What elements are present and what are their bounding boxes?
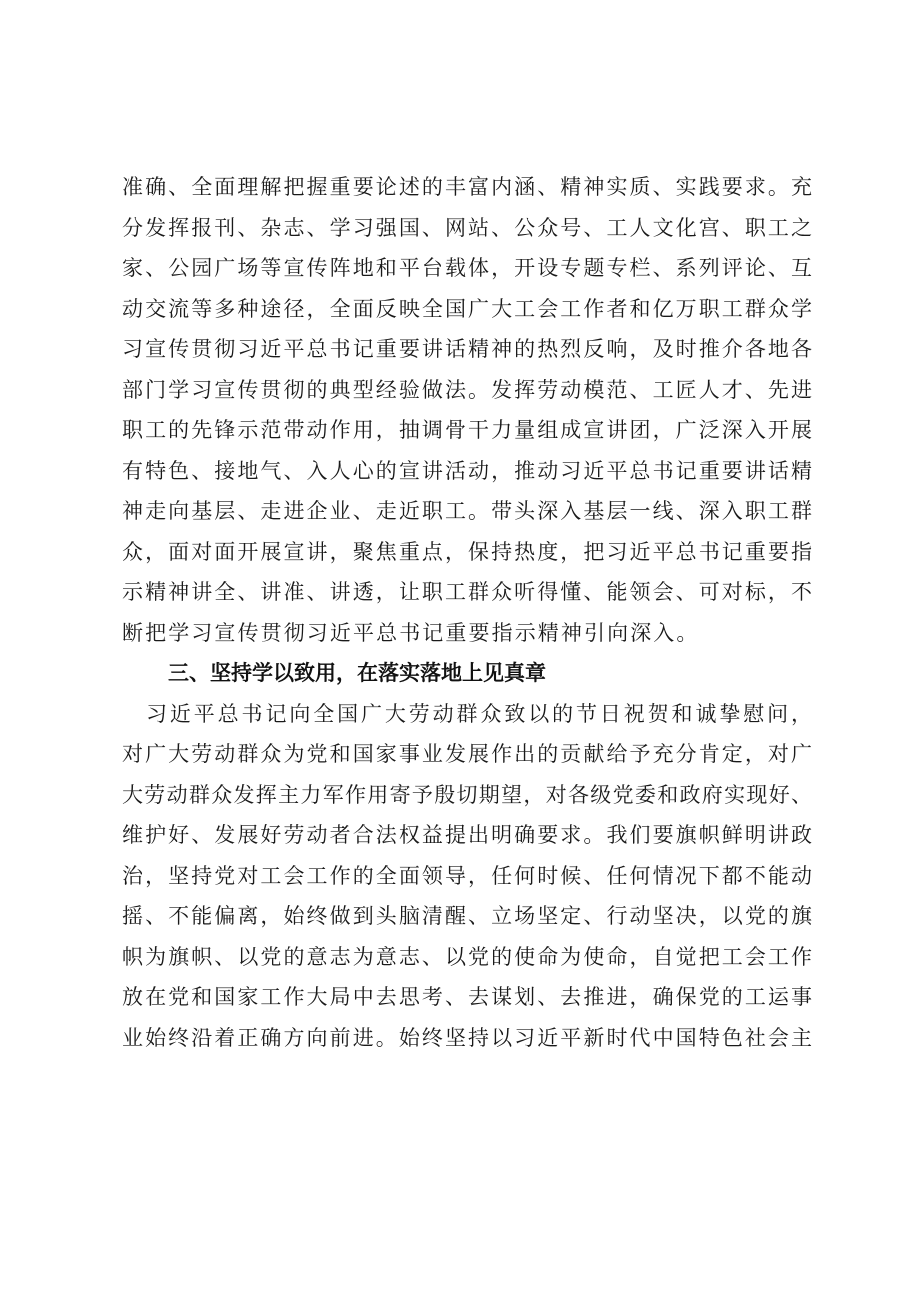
text-line: 示精神讲全、讲准、讲透，让职工群众听得懂、能领会、可对标，不 — [122, 580, 812, 604]
text-line: 维护好、发展好劳动者合法权益提出明确要求。我们要旗帜鲜明讲政 — [122, 823, 812, 847]
text-line: 职工的先锋示范带动作用，抽调骨干力量组成宣讲团，广泛深入开展 — [122, 418, 812, 442]
text-line: 断把学习宣传贯彻习近平总书记重要指示精神引向深入。 — [122, 620, 700, 645]
text-line: 习宣传贯彻习近平总书记重要讲话精神的热烈反响，及时推介各地各 — [122, 337, 812, 361]
text-line: 分发挥报刊、杂志、学习强国、网站、公众号、工人文化宫、职工之 — [122, 215, 812, 240]
document-body — [122, 167, 812, 1058]
text-line: 业始终沿着正确方向前进。始终坚持以习近平新时代中国特色社会主 — [122, 1025, 812, 1050]
section-heading: 三、坚持学以致用，在落实落地上见真章 — [168, 661, 546, 685]
paragraph-2 — [122, 694, 812, 1059]
text-line: 放在党和国家工作大局中去思考、去谋划、去推进，确保党的工运事 — [122, 985, 812, 1009]
text-line: 准确、全面理解把握重要论述的丰富内涵、精神实质、实践要求。充 — [122, 175, 812, 199]
text-line: 习近平总书记向全国广大劳动群众致以的节日祝贺和诚挚慰问， — [146, 701, 812, 726]
text-line: 众，面对面开展宣讲，聚焦重点，保持热度，把习近平总书记重要指 — [122, 539, 812, 564]
text-line: 部门学习宣传贯彻的典型经验做法。发挥劳动模范、工匠人才、先进 — [122, 377, 812, 402]
text-line: 大劳动群众发挥主力军作用寄予殷切期望，对各级党委和政府实现好、 — [122, 782, 812, 807]
paragraph-1 — [122, 167, 812, 653]
text-line: 动交流等多种途径，全面反映全国广大工会工作者和亿万职工群众学 — [122, 296, 812, 321]
text-line: 摇、不能偏离，始终做到头脑清醒、立场坚定、行动坚决，以党的旗 — [122, 904, 812, 928]
text-line: 对广大劳动群众为党和国家事业发展作出的贡献给予充分肯定，对广 — [122, 742, 812, 766]
text-line: 神走向基层、走进企业、走近职工。带头深入基层一线、深入职工群 — [122, 499, 812, 523]
text-line: 家、公园广场等宣传阵地和平台载体，开设专题专栏、系列评论、互 — [122, 256, 812, 280]
text-line: 帜为旗帜、以党的意志为意志、以党的使命为使命，自觉把工会工作 — [122, 944, 812, 969]
text-line: 治，坚持党对工会工作的全面领导，任何时候、任何情况下都不能动 — [122, 863, 812, 888]
text-line: 有特色、接地气、入人心的宣讲活动，推动习近平总书记重要讲话精 — [122, 458, 812, 483]
